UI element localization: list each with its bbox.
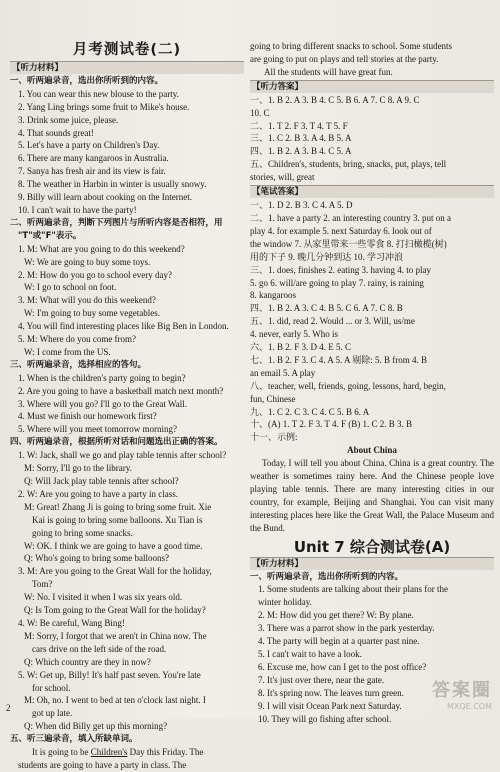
left-column (10, 0, 244, 772)
list-item: 9. Billy will learn about cooking on the Internet. (18, 192, 192, 203)
answer-line: 一、1. D 2. B 3. C 4. A 5. D (250, 200, 353, 211)
list-item: for school. (32, 682, 71, 693)
section-4-heading: 四、听两遍录音，根据所听对话和问题选出正确的答案。 (10, 437, 223, 448)
section-3-heading: 三、听两遍录音，选择相应的答句。 (10, 359, 147, 370)
list-item: going to bring some snacks. (32, 527, 133, 538)
section-2-heading-cont: "T"或"F"表示。 (18, 230, 82, 241)
right-column (250, 0, 494, 725)
list-item: 9. I will visit Ocean Park next Saturday. (258, 700, 402, 711)
unit-title: Unit 7 综合测试卷(A) (293, 537, 451, 556)
answer-line: 8. kangaroos (250, 290, 296, 301)
answer-line: 五、Children's, students, bring, snacks, put, plays, tell (250, 159, 447, 170)
answer-line: 五、1. did, read 2. Would ... or 3. Will, us/me (250, 316, 415, 327)
passage-line: going to bring different snacks to school. Some students (250, 41, 453, 51)
page-title: 月考测试卷(二) (72, 42, 182, 58)
list-item: 10. I can't wait to have the party! (18, 204, 137, 215)
list-item: 7. It's just over there, near the gate. (258, 674, 385, 685)
list-item: 5. I can't wait to have a look. (258, 648, 362, 659)
unit-listening-tag: 【听力材料】 (250, 557, 494, 570)
fill-in-blank: Children's (90, 747, 128, 758)
list-item: 5. W: Get up, Billy! It's half past seven. You're late (18, 669, 201, 680)
list-item: M: Sorry, I'll go to the library. (24, 463, 132, 474)
answer-line: 二、1. T 2. F 3. T 4. T 5. F (250, 120, 348, 131)
list-item: 6. Excuse me, how can I get to the post office? (258, 661, 427, 672)
list-item: 8. The weather in Harbin in winter is usually snowy. (18, 179, 207, 190)
fill-in-line: It is going to be Children's Day this Friday. The (32, 747, 204, 758)
list-item: 2. M: How do you go to school every day? (18, 269, 172, 280)
list-item: 5. M: Where do you come from? (18, 334, 137, 345)
essay-title: About China (347, 445, 397, 456)
list-item: got up late. (32, 708, 73, 719)
passage-line: All the students will have great fun. (264, 66, 393, 77)
fill-in-line: students are going to have a party in class. The (18, 759, 187, 770)
essay-body: Today, I will tell you about China. China is a great country. The weather is sometimes rainy here. And the Chinese people love playing table tennis. There are many interesting cities in our country, for example, Beijing and Shanghai. You can visit many interesting places here like the Great Wall, the Palace Museum and the Bund. (250, 458, 494, 533)
answer-line: 十一、示例: (250, 432, 298, 443)
answer-line: an email 5. A play (250, 367, 316, 378)
answer-line: 八、teacher, well, friends, going, lessons, hard, begin, (250, 380, 446, 391)
list-item: 4. The party will begin at a quarter past nine. (258, 636, 420, 647)
list-item: 4. You will find interesting places like Big Ben in London. (18, 321, 229, 332)
list-item: M: Oh, no. I went to bed at ten o'clock last night. I (24, 695, 206, 706)
list-item: Q: Who's going to bring some balloons? (24, 553, 169, 564)
list-item: 10. They will go fishing after school. (258, 713, 392, 724)
answer-line: the window 7. 从家里带来一些零食 8. 打扫橄榄(树) (250, 238, 447, 249)
written-answer-tag: 【笔试答案】 (250, 185, 494, 198)
list-item: Q: Which country are they in now? (24, 656, 151, 667)
list-item: 5. Where will you meet tomorrow morning? (18, 424, 178, 435)
list-item: 7. Sanya has fresh air and its view is fair. (18, 166, 166, 177)
list-item: W: I go to school on foot. (24, 282, 117, 293)
section-1-list (10, 88, 244, 217)
answer-line: play 4. for example 5. next Saturday 6. look out of (250, 225, 432, 236)
list-item: 4. W: Be careful, Wang Bing! (18, 617, 125, 628)
list-item: cars drive on the left side of the road. (32, 643, 167, 654)
list-item: Tom? (32, 579, 53, 590)
list-item: W: I'm going to buy some vegetables. (24, 308, 161, 319)
list-item: 4. Must we finish our homework first? (18, 411, 157, 422)
list-item: 5. Let's have a party on Children's Day. (18, 140, 160, 151)
answer-line: stories, will, great (250, 172, 315, 183)
answer-line: 二、1. have a party 2. an interesting country 3. put on a (250, 212, 451, 223)
list-item: 4. That sounds great! (18, 127, 94, 138)
unit-section-1-heading: 一、听两遍录音，选出你所听到的内容。 (250, 571, 404, 582)
answer-line: 一、1. B 2. A 3. B 4. C 5. B 6. A 7. C 8. A 9. C (250, 94, 420, 105)
section-2-heading: 二、听两遍录音，判断下列图片与所听内容是否相符，用 (10, 217, 223, 228)
section-2-list (10, 243, 244, 359)
answer-line: 5. go 6. will/are going to play 7. rainy, is raining (250, 277, 424, 288)
list-item: 1. M: What are you going to do this weekend? (18, 243, 185, 254)
list-item: 1. You can wear this new blouse to the party. (18, 88, 179, 99)
list-item: 1. Some students are talking about their plans for the (258, 584, 448, 595)
answer-line: fun, Chinese (250, 393, 296, 404)
list-item: 3. There was a parrot show in the park yesterday. (258, 623, 435, 634)
answer-line: 三、1. C 2. B 3. A 4. B 5. A (250, 133, 352, 144)
list-item: 8. It's spring now. The leaves turn green. (258, 687, 404, 698)
listening-tag: 【听力材料】 (10, 61, 244, 74)
section-5-heading: 五、听三遍录音，填入所缺单词。 (10, 734, 138, 745)
list-item: 6. There are many kangaroos in Australia. (18, 153, 169, 164)
answer-line: 六、1. B 2. F 3. D 4. E 5. C (250, 342, 352, 353)
answer-line: 四、1. B 2. A 3. C 4. B 5. C 6. A 7. C 8. B (250, 303, 403, 314)
answer-line: 用的下子 9. 晚几分钟到达 10. 学习冲浪 (250, 251, 404, 262)
list-item: Kai is going to bring some balloons. Xu Tian is (32, 514, 203, 525)
watermark-logo: 答案圈 MXQE.COM (432, 680, 492, 711)
list-item: Q: When did Billy get up this morning? (24, 721, 168, 732)
top-spacer (250, 0, 494, 40)
listening-answer-tag: 【听力答案】 (250, 80, 494, 93)
list-item: 3. Drink some juice, please. (18, 114, 119, 125)
section-4-list (10, 449, 244, 733)
list-item: 3. M: Are you going to the Great Wall for the holiday, (18, 566, 212, 577)
list-item: 2. Are you going to have a basketball match next month? (18, 385, 224, 396)
list-item: Q: Will Jack play table tennis after school? (24, 476, 179, 486)
list-item: 2. M: How did you get there? W: By plane. (258, 610, 414, 621)
passage-line: are going to put on plays and tell stories at the party. (250, 53, 439, 64)
section-3-list (10, 372, 244, 437)
list-item: W: OK. I think we are going to have a good time. (24, 540, 203, 551)
answer-line: 四、1. B 2. A 3. B 4. C 5. A (250, 146, 352, 157)
list-item: M: Sorry, I forgot that we aren't in China now. The (24, 630, 207, 641)
page-number: 2 (6, 703, 11, 713)
answer-line: 十、(A) 1. T 2. F 3. T 4. F (B) 1. C 2. B 3. B (250, 419, 413, 430)
answer-line: 三、1. does, finishes 2. eating 3. having 4. to play (250, 264, 431, 275)
answer-line: 九、1. C 2. C 3. C 4. C 5. B 6. A (250, 406, 370, 417)
list-item: M: Great! Zhang Ji is going to bring some fruit. Xie (24, 501, 212, 512)
section-1-heading: 一、听两遍录音，选出你所听到的内容。 (10, 75, 164, 86)
list-item: 2. W: Are you going to have a party in class. (18, 488, 178, 499)
list-item: 1. When is the children's party going to begin? (18, 372, 186, 383)
list-item: 3. Where will you go? I'll go to the Great Wall. (18, 398, 188, 409)
listening-answers (250, 94, 494, 184)
list-item: W: No. I visited it when I was six years old. (24, 592, 183, 603)
answer-line: 4. never, early 5. Who is (250, 329, 338, 340)
list-item: W: I come from the US. (24, 346, 111, 357)
list-item: W: We are going to buy some toys. (24, 256, 151, 267)
answer-line: 七、1. B 2. F 3. C 4. A 5. A 剔除: 5. B from 4. B (250, 354, 428, 365)
answer-line: 10. C (250, 107, 270, 118)
written-answers (250, 199, 494, 444)
list-item: Q: Is Tom going to the Great Wall for the holiday? (24, 605, 206, 616)
list-item: winter holiday. (258, 597, 312, 608)
list-item: 1. W: Jack, shall we go and play table tennis after school? (18, 450, 227, 461)
list-item: 2. Yang Ling brings some fruit to Mike's house. (18, 101, 190, 112)
list-item: 3. M: What will you do this weekend? (18, 295, 156, 306)
